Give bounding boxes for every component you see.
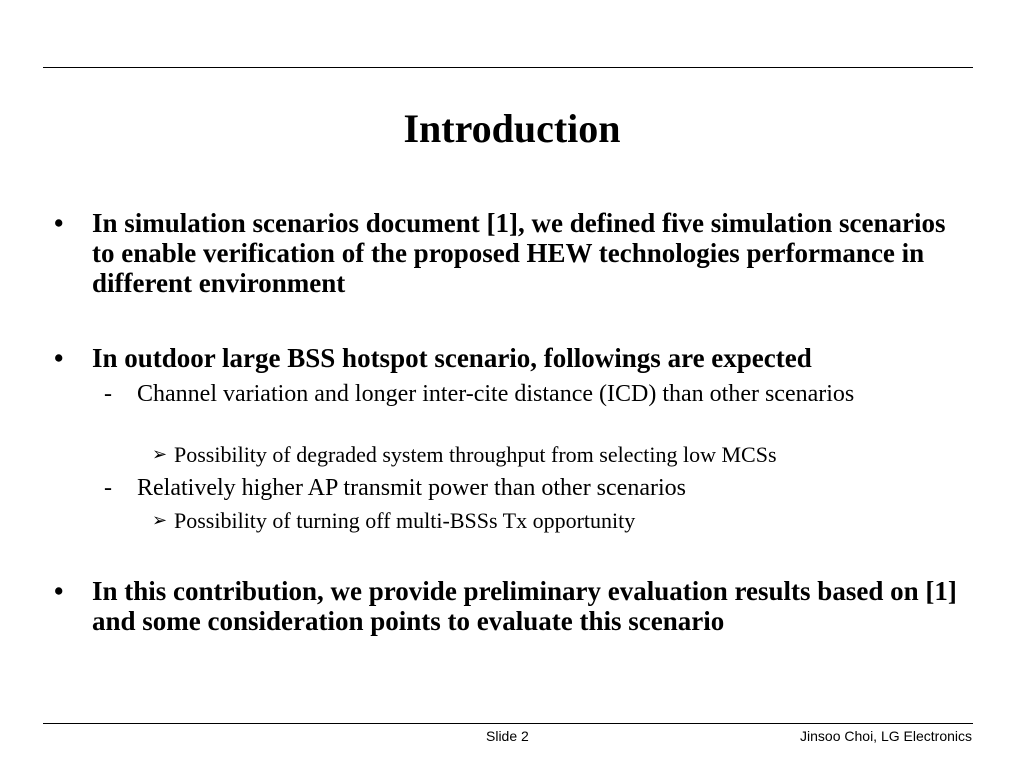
sub-bullet-text: Channel variation and longer inter-cite distance (ICD) than other scenarios [137, 381, 855, 407]
bullet-marker: • [54, 576, 64, 606]
bullet-marker: • [54, 343, 64, 373]
footer-divider [43, 723, 973, 724]
header-divider [43, 67, 973, 68]
bullet-marker: • [54, 208, 64, 238]
arrow-bullet-icon: ➢ [152, 510, 168, 531]
bullet-text: In simulation scenarios document [1], we defined five simulation scenarios to enable verification of the proposed HEW technologies performance in different environment [92, 208, 946, 298]
bullet-text: In this contribution, we provide preliminary evaluation results based on [1] and some consideration points to evaluate this scenario [92, 576, 957, 636]
dash-marker: - [104, 381, 112, 407]
arrow-bullet-icon: ➢ [152, 444, 168, 465]
bullet-text: In outdoor large BSS hotspot scenario, followings are expected [92, 343, 812, 373]
footer-author: Jinsoo Choi, LG Electronics [800, 728, 972, 744]
slide-title: Introduction [403, 106, 621, 151]
sub-sub-bullet-text: Possibility of turning off multi-BSSs Tx opportunity [174, 508, 636, 533]
slide-number: Slide 2 [486, 728, 529, 744]
sub-sub-bullet-text: Possibility of degraded system throughput from selecting low MCSs [174, 442, 777, 467]
sub-bullet-text: Relatively higher AP transmit power than other scenarios [137, 475, 686, 501]
dash-marker: - [104, 475, 112, 501]
